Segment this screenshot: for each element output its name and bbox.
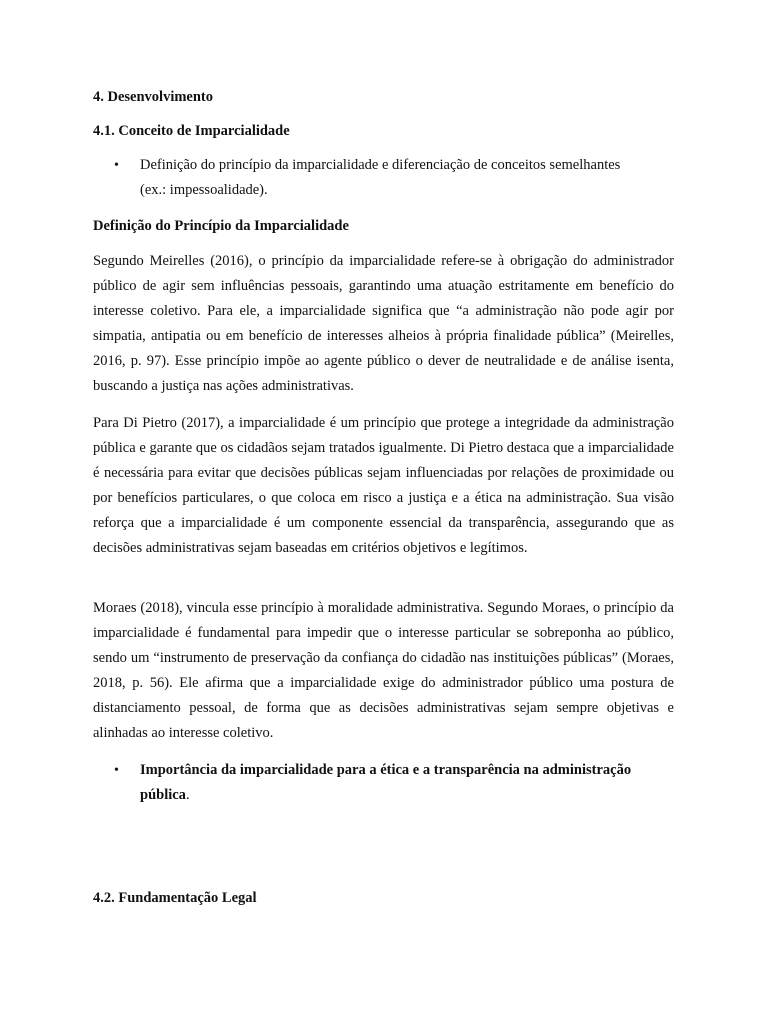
paragraph-moraes: Moraes (2018), vincula esse princípio à moralidade administrativa. Segundo Moraes, o princípio da imparcialidade é fundamental para impedir que o interesse particular se sobreponha ao público, sendo um “instrumento de preservação da confiança do cidadão nas instituições públicas” (Moraes, 2018, p. 56). Ele afirma que a imparcialidade exige do administrador público uma postura de distanciamento pessoal, de forma que as decisões administrativas sejam sempre objetivas e alinhadas ao interesse coletivo.: [93, 600, 674, 741]
document-page: [93, 0, 676, 1024]
paragraph-di-pietro: Para Di Pietro (2017), a imparcialidade é um princípio que protege a integridade da administração pública e garante que os cidadãos sejam tratados igualmente. Di Pietro destaca que a imparcialidade é necessária para evitar que decisões públicas sejam influenciadas por relações de proximidade ou por benefícios particulares, o que coloca em risco a justiça e a ética na administração. Sua visão reforça que a imparcialidade é um componente essencial da transparência, assegurando que as decisões administrativas sejam baseadas em critérios objetivos e legítimos.: [93, 415, 674, 556]
bullet-item-definition: [93, 153, 676, 203]
bullet-text: [140, 758, 676, 808]
subsection-heading: 4.1. Conceito de Imparcialidade: [93, 123, 290, 139]
definition-heading: Definição do Princípio da Imparcialidade: [93, 218, 349, 234]
paragraph-meirelles: Segundo Meirelles (2016), o princípio da imparcialidade refere-se à obrigação do administrador público de agir sem influências pessoais, garantindo uma atuação estritamente em benefício do interesse coletivo. Para ele, a imparcialidade significa que “a administração não pode agir por simpatia, antipatia ou em benefício de interesses alheios à própria finalidade pública” (Meirelles, 2016, p. 97). Esse princípio impõe ao agente público o dever de neutralidade e de análise isenta, buscando a justiça nas ações administrativas.: [93, 253, 674, 394]
next-section-heading: 4.2. Fundamentação Legal: [93, 890, 257, 906]
bullet-text-line: (ex.: impessoalidade).: [140, 182, 268, 198]
bullet-text: [140, 153, 676, 203]
bullet-item-importance: [93, 758, 676, 808]
bullet-text-bold: Importância da imparcialidade para a ética e a transparência na administração pública: [140, 762, 632, 803]
section-heading: 4. Desenvolvimento: [93, 89, 214, 105]
bullet-text-suffix: .: [185, 787, 190, 803]
bullet-text-line: Definição do princípio da imparcialidade e diferenciação de conceitos semelhantes: [140, 157, 621, 173]
bullet-icon: •: [114, 158, 119, 173]
bullet-icon: •: [114, 763, 119, 778]
